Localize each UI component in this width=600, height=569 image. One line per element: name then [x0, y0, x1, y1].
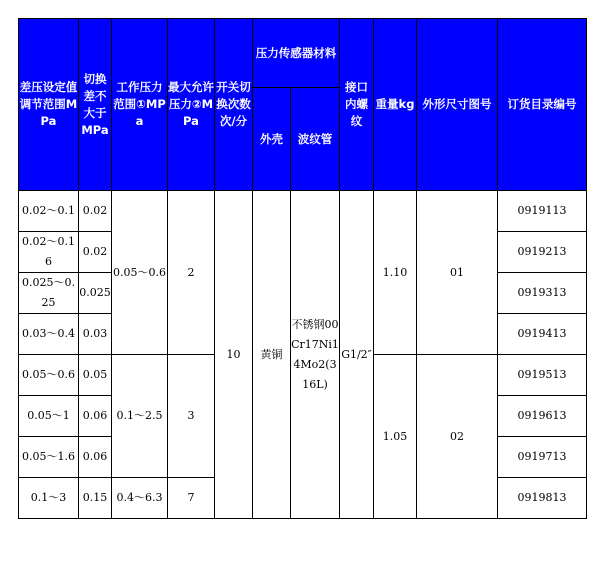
header-order-number: 订货目录编号 [498, 19, 587, 191]
range-cell: 0.05～1.6 [19, 437, 79, 478]
working-pressure-cell: 0.1～2.5 [112, 355, 168, 478]
range-cell: 0.1～3 [19, 478, 79, 519]
header-sensor-material: 压力传感器材料 [253, 19, 340, 88]
spec-table-container [18, 18, 587, 519]
range-cell: 0.05～0.6 [19, 355, 79, 396]
weight-cell: 1.10 [374, 191, 417, 355]
deadband-cell: 0.025 [79, 273, 112, 314]
thread-cell: G1/2″ [340, 191, 374, 519]
header-max-pressure: 最大允许压力②MPa [168, 19, 215, 191]
order-number-cell: 0919413 [498, 314, 587, 355]
range-cell: 0.02～0.16 [19, 232, 79, 273]
dimension-drawing-cell: 02 [417, 355, 498, 519]
max-pressure-cell: 3 [168, 355, 215, 478]
header-switch-frequency: 开关切换次数次/分 [215, 19, 253, 191]
max-pressure-cell: 2 [168, 191, 215, 355]
table-row [19, 191, 587, 232]
deadband-cell: 0.06 [79, 396, 112, 437]
dimension-drawing-cell: 01 [417, 191, 498, 355]
deadband-cell: 0.02 [79, 191, 112, 232]
order-number-cell: 0919213 [498, 232, 587, 273]
header-shell: 外壳 [253, 88, 291, 191]
working-pressure-cell: 0.4～6.3 [112, 478, 168, 519]
weight-cell: 1.05 [374, 355, 417, 519]
order-number-cell: 0919813 [498, 478, 587, 519]
header-weight: 重量kg [374, 19, 417, 191]
pressure-switch-spec-table [18, 18, 587, 519]
header-range: 差压设定值调节范围MPa [19, 19, 79, 191]
range-cell: 0.02～0.1 [19, 191, 79, 232]
range-cell: 0.03～0.4 [19, 314, 79, 355]
header-dimension-drawing: 外形尺寸图号 [417, 19, 498, 191]
order-number-cell: 0919713 [498, 437, 587, 478]
order-number-cell: 0919313 [498, 273, 587, 314]
header-internal-thread: 接口内螺纹 [340, 19, 374, 191]
header-bellows: 波纹管 [291, 88, 340, 191]
switch-frequency-cell: 10 [215, 191, 253, 519]
deadband-cell: 0.06 [79, 437, 112, 478]
header-working-pressure: 工作压力范围①MPa [112, 19, 168, 191]
max-pressure-cell: 7 [168, 478, 215, 519]
deadband-cell: 0.15 [79, 478, 112, 519]
header-deadband: 切换差不大于MPa [79, 19, 112, 191]
order-number-cell: 0919513 [498, 355, 587, 396]
shell-material-cell: 黄铜 [253, 191, 291, 519]
range-cell: 0.025～0.25 [19, 273, 79, 314]
order-number-cell: 0919113 [498, 191, 587, 232]
deadband-cell: 0.02 [79, 232, 112, 273]
deadband-cell: 0.05 [79, 355, 112, 396]
header-row [19, 19, 587, 88]
range-cell: 0.05～1 [19, 396, 79, 437]
bellows-material-cell: 不锈钢00Cr17Ni14Mo2(316L) [291, 191, 340, 519]
working-pressure-cell: 0.05～0.6 [112, 191, 168, 355]
order-number-cell: 0919613 [498, 396, 587, 437]
deadband-cell: 0.03 [79, 314, 112, 355]
